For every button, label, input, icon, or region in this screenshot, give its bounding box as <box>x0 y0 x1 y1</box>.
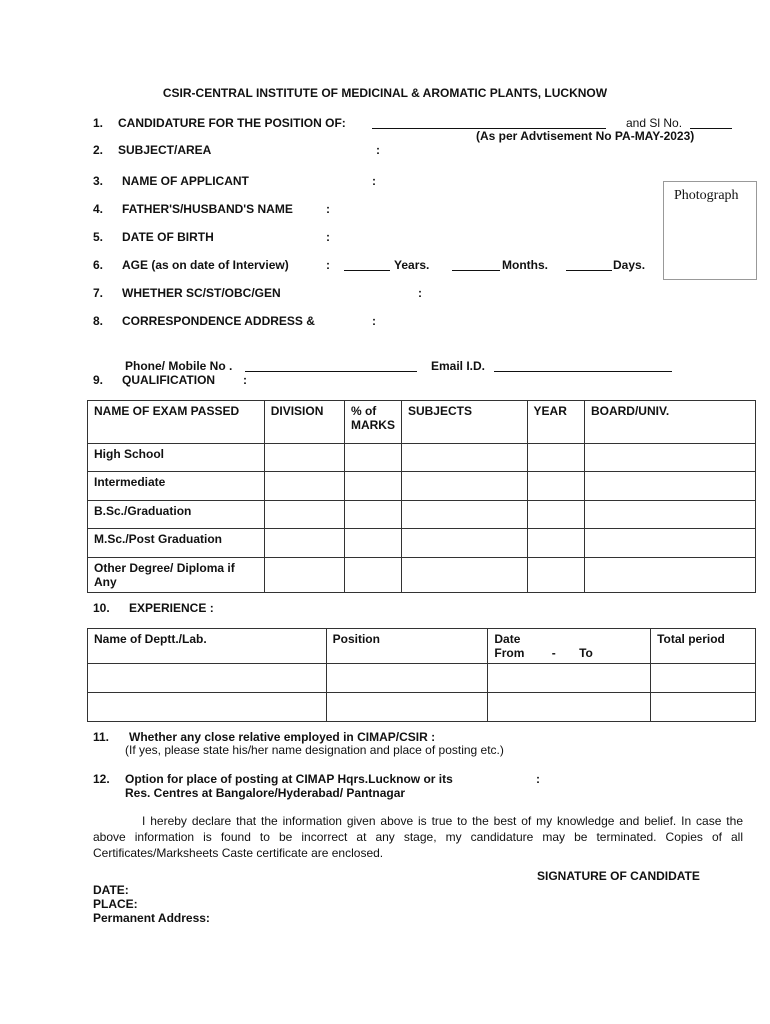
table-cell[interactable] <box>344 472 401 501</box>
table-cell[interactable] <box>344 501 401 529</box>
candidature-label: CANDIDATURE FOR THE POSITION OF: <box>118 116 346 130</box>
item-number: 1. <box>93 116 104 130</box>
column-header: Position <box>326 629 488 664</box>
table-cell[interactable] <box>488 664 651 693</box>
category-label: WHETHER SC/ST/OBC/GEN <box>122 286 281 300</box>
column-header: Name of Deptt./Lab. <box>88 629 327 664</box>
column-header: % of MARKS <box>344 401 401 444</box>
column-header: DIVISION <box>264 401 344 444</box>
father-name-label: FATHER'S/HUSBAND'S NAME <box>122 202 293 216</box>
age-months-field[interactable] <box>452 270 500 271</box>
experience-label: EXPERIENCE : <box>129 601 214 615</box>
years-label: Years. <box>394 258 430 272</box>
table-header-row <box>88 401 756 444</box>
table-cell[interactable] <box>264 529 344 558</box>
table-cell[interactable] <box>344 529 401 558</box>
item-number: 8. <box>93 314 104 328</box>
table-row <box>88 693 756 722</box>
relative-note: (If yes, please state his/her name designation and place of posting etc.) <box>125 743 504 757</box>
age-years-field[interactable] <box>344 270 390 271</box>
date-label: DATE: <box>93 883 129 897</box>
colon: : <box>536 772 540 786</box>
exam-name-cell: Intermediate <box>88 472 265 501</box>
item-number: 4. <box>93 202 104 216</box>
table-cell[interactable] <box>264 472 344 501</box>
colon: : <box>372 174 376 188</box>
from-label: From <box>494 646 525 660</box>
table-cell[interactable] <box>584 558 755 593</box>
table-cell[interactable] <box>401 529 527 558</box>
serial-number-field[interactable] <box>690 128 732 129</box>
table-cell[interactable] <box>401 501 527 529</box>
form-title: CSIR-CENTRAL INSTITUTE OF MEDICINAL & AROMATIC PLANTS, LUCKNOW <box>162 86 608 100</box>
table-cell[interactable] <box>401 472 527 501</box>
exam-name-cell: High School <box>88 444 265 472</box>
colon: : <box>376 143 380 157</box>
address-label: CORRESPONDENCE ADDRESS & <box>122 314 315 328</box>
posting-centres-label: Res. Centres at Bangalore/Hyderabad/ Pantnagar <box>125 786 406 800</box>
to-label: To <box>579 646 593 660</box>
item-number: 3. <box>93 174 104 188</box>
table-cell[interactable] <box>527 529 584 558</box>
column-header: Total period <box>651 629 756 664</box>
declaration-text: I hereby declare that the information given above is true to the best of my knowledge and belief. In case the above information is found to be incorrect at any stage, my candidature may be terminated. Copies of all Certificates/Marksheets Caste certificate are enclosed. <box>93 814 743 860</box>
email-field[interactable] <box>494 371 672 372</box>
colon: : <box>372 314 376 328</box>
item-number: 9. <box>93 373 104 387</box>
column-header: NAME OF EXAM PASSED <box>88 401 265 444</box>
posting-option-label: Option for place of posting at CIMAP Hqrs.Lucknow or its <box>125 772 453 786</box>
table-row <box>88 501 756 529</box>
table-cell[interactable] <box>88 664 327 693</box>
age-days-field[interactable] <box>566 270 612 271</box>
photograph-label: Photograph <box>674 188 739 203</box>
exam-name-cell: Other Degree/ Diploma if Any <box>88 558 265 593</box>
table-cell[interactable] <box>326 664 488 693</box>
item-number: 12. <box>93 772 110 786</box>
table-cell[interactable] <box>344 558 401 593</box>
exam-name-cell: M.Sc./Post Graduation <box>88 529 265 558</box>
phone-field[interactable] <box>245 371 417 372</box>
relative-question: Whether any close relative employed in CIMAP/CSIR : <box>129 730 436 744</box>
item-number: 11. <box>93 730 110 744</box>
table-row <box>88 444 756 472</box>
table-cell[interactable] <box>527 558 584 593</box>
table-cell[interactable] <box>584 501 755 529</box>
column-header: SUBJECTS <box>401 401 527 444</box>
signature-label: SIGNATURE OF CANDIDATE <box>537 869 700 883</box>
permanent-address-label: Permanent Address: <box>93 911 210 925</box>
date-subheader <box>494 646 644 660</box>
table-cell[interactable] <box>651 693 756 722</box>
applicant-name-label: NAME OF APPLICANT <box>122 174 249 188</box>
table-cell[interactable] <box>264 501 344 529</box>
days-label: Days. <box>613 258 646 272</box>
colon: : <box>418 286 422 300</box>
table-cell[interactable] <box>527 444 584 472</box>
table-cell[interactable] <box>401 444 527 472</box>
table-cell[interactable] <box>527 501 584 529</box>
photograph-box[interactable] <box>663 181 757 280</box>
table-row <box>88 664 756 693</box>
table-cell[interactable] <box>326 693 488 722</box>
column-header <box>488 629 651 664</box>
phone-label: Phone/ Mobile No . <box>125 359 233 373</box>
table-cell[interactable] <box>488 693 651 722</box>
experience-table <box>87 628 756 722</box>
table-cell[interactable] <box>527 472 584 501</box>
place-label: PLACE: <box>93 897 138 911</box>
advertisement-note: (As per Advtisement No PA-MAY-2023) <box>476 129 695 143</box>
table-row <box>88 529 756 558</box>
column-header: BOARD/UNIV. <box>584 401 755 444</box>
date-header: Date <box>494 632 521 646</box>
serial-number-label: and Sl No. <box>626 116 683 130</box>
dash-separator: - <box>551 646 556 660</box>
email-label: Email I.D. <box>431 359 486 373</box>
table-cell[interactable] <box>264 558 344 593</box>
subject-label: SUBJECT/AREA <box>118 143 212 157</box>
table-cell[interactable] <box>584 444 755 472</box>
colon: : <box>326 202 330 216</box>
item-number: 2. <box>93 143 104 157</box>
exam-name-cell: B.Sc./Graduation <box>88 501 265 529</box>
column-header: YEAR <box>527 401 584 444</box>
table-cell[interactable] <box>401 558 527 593</box>
table-cell[interactable] <box>584 472 755 501</box>
table-row <box>88 558 756 593</box>
colon: : <box>326 230 330 244</box>
table-cell[interactable] <box>88 693 327 722</box>
table-header-row <box>88 629 756 664</box>
colon: : <box>243 373 247 387</box>
colon: : <box>326 258 330 272</box>
months-label: Months. <box>502 258 548 272</box>
item-number: 6. <box>93 258 104 272</box>
table-cell[interactable] <box>651 664 756 693</box>
table-cell[interactable] <box>344 444 401 472</box>
age-label: AGE (as on date of Interview) <box>122 258 289 272</box>
qualification-table <box>87 400 756 593</box>
table-row <box>88 472 756 501</box>
item-number: 7. <box>93 286 104 300</box>
qualification-label: QUALIFICATION <box>122 373 216 387</box>
table-cell[interactable] <box>584 529 755 558</box>
item-number: 10. <box>93 601 110 615</box>
dob-label: DATE OF BIRTH <box>122 230 214 244</box>
table-cell[interactable] <box>264 444 344 472</box>
item-number: 5. <box>93 230 104 244</box>
